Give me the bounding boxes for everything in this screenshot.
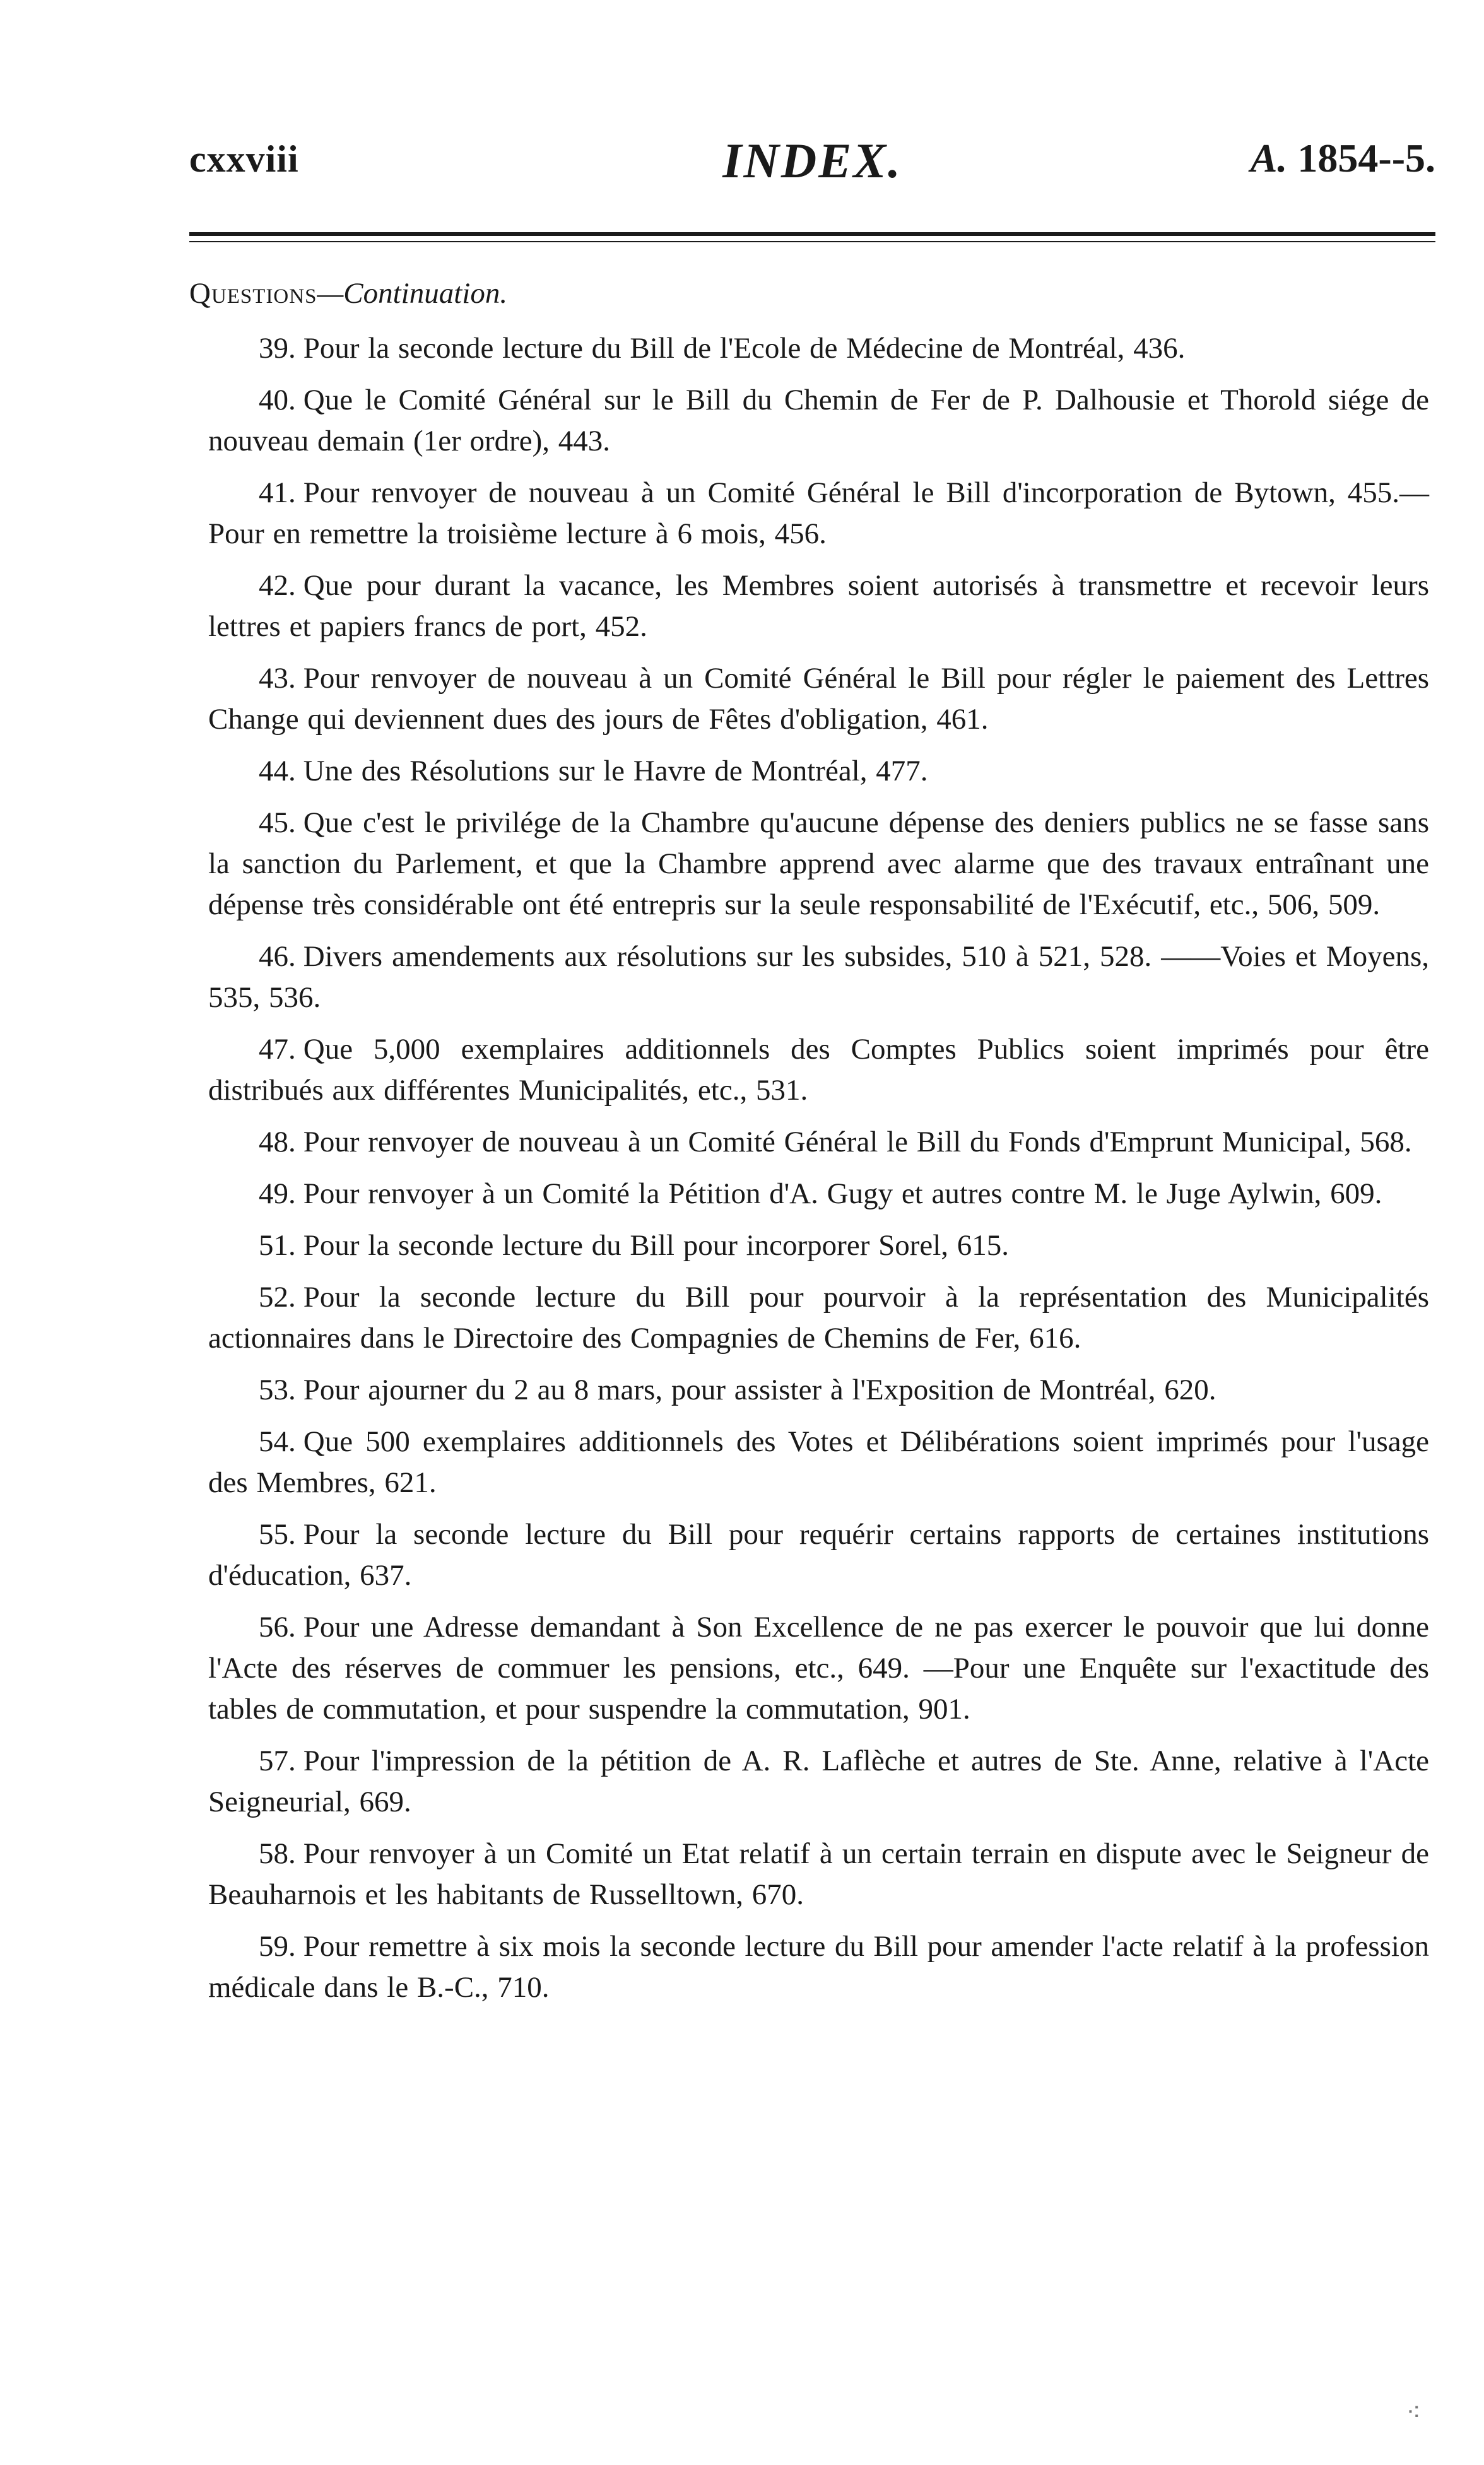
entry-text: Que le Comité Général sur le Bill du Chemin de Fer de P. Dalhousie et Thorold siége de nouveau demain (1er ordre), 443. <box>208 384 1429 457</box>
index-entry <box>208 1029 1429 1111</box>
entry-number: 40. <box>259 384 296 416</box>
entry-text: Pour remettre à six mois la seconde lecture du Bill pour amender l'acte relatif à la profession médicale dans le B.-C., 710. <box>208 1930 1429 2004</box>
index-entry <box>208 936 1429 1018</box>
entry-text: Pour renvoyer à un Comité un Etat relatif à un certain terrain en dispute avec le Seigneur de Beauharnois et les habitants de Russelltown, 670. <box>208 1837 1429 1911</box>
entry-number: 57. <box>259 1744 296 1777</box>
year-value: 1854--5. <box>1297 136 1435 180</box>
entry-number: 48. <box>259 1126 296 1158</box>
entry-text: Que c'est le privilége de la Chambre qu'aucune dépense des deniers publics ne se fasse sans la sanction du Parlement, et que la Chambre apprend avec alarme que des travaux entraînant une dépense très considérable ont été entrepris sur la seule responsabilité de l'Exécutif, etc., 506, 509. <box>208 806 1429 921</box>
header-rule-thin <box>189 241 1435 242</box>
page-title: INDEX. <box>722 133 902 188</box>
index-entry <box>208 1741 1429 1823</box>
entry-number: 54. <box>259 1425 296 1458</box>
index-entry <box>208 1277 1429 1359</box>
entry-number: 44. <box>259 755 296 787</box>
entry-number: 51. <box>259 1229 296 1262</box>
entry-text: Pour la seconde lecture du Bill pour pourvoir à la représentation des Municipalités actionnaires dans le Directoire des Compagnies de Chemins de Fer, 616. <box>208 1281 1429 1355</box>
entry-number: 58. <box>259 1837 296 1870</box>
entry-text: Pour renvoyer à un Comité la Pétition d'A. Gugy et autres contre M. le Juge Aylwin, 609. <box>303 1177 1382 1210</box>
entry-number: 39. <box>259 332 296 365</box>
entry-text: Pour renvoyer de nouveau à un Comité Général le Bill d'incorporation de Bytown, 455.—Pour en remettre la troisième lecture à 6 mois, 456. <box>208 476 1429 550</box>
index-entry <box>208 658 1429 740</box>
entry-number: 49. <box>259 1177 296 1210</box>
entry-text: Pour la seconde lecture du Bill pour requérir certains rapports de certaines institutions d'éducation, 637. <box>208 1518 1429 1592</box>
section-name: Questions <box>189 277 317 310</box>
entry-text: Une des Résolutions sur le Havre de Montréal, 477. <box>303 755 928 787</box>
entry-number: 59. <box>259 1930 296 1963</box>
entry-text: Pour la seconde lecture du Bill pour incorporer Sorel, 615. <box>303 1229 1010 1262</box>
scan-specks: ⁖ <box>1406 2398 1421 2427</box>
index-entry <box>208 1833 1429 1915</box>
index-entry <box>208 803 1429 926</box>
index-entry <box>208 565 1429 647</box>
index-entry <box>208 328 1429 369</box>
entry-text: Pour ajourner du 2 au 8 mars, pour assister à l'Exposition de Montréal, 620. <box>303 1374 1216 1406</box>
index-entry <box>208 1514 1429 1596</box>
entry-text: Pour une Adresse demandant à Son Excellence de ne pas exercer le pouvoir que lui donne l'Acte des réserves de commuer les pensions, etc., 649. —Pour une Enquête sur l'exactitude des tables de commutation, et pour suspendre la commutation, 901. <box>208 1611 1429 1726</box>
index-entry <box>208 1370 1429 1411</box>
entry-number: 46. <box>259 940 296 973</box>
page-number: cxxviii <box>189 138 299 180</box>
section-continuation: —Continuation. <box>317 277 508 310</box>
entry-text: Pour renvoyer de nouveau à un Comité Général le Bill du Fonds d'Emprunt Municipal, 568. <box>303 1126 1412 1158</box>
index-entry <box>208 1421 1429 1503</box>
index-entries <box>208 328 1429 2019</box>
entry-number: 42. <box>259 569 296 602</box>
entry-number: 56. <box>259 1611 296 1644</box>
entry-number: 43. <box>259 662 296 695</box>
entry-text: Que 5,000 exemplaires additionnels des Comptes Publics soient imprimés pour être distribués aux différentes Municipalités, etc., 531. <box>208 1033 1429 1107</box>
index-entry <box>208 1926 1429 2008</box>
index-entry <box>208 380 1429 462</box>
year-prefix: A. <box>1250 136 1288 180</box>
header-rule-thick <box>189 232 1435 236</box>
entry-number: 41. <box>259 476 296 509</box>
index-entry <box>208 1225 1429 1266</box>
entry-number: 45. <box>259 806 296 839</box>
index-entry <box>208 1607 1429 1730</box>
running-header <box>189 126 1435 196</box>
entry-text: Que 500 exemplaires additionnels des Votes et Délibérations soient imprimés pour l'usage des Membres, 621. <box>208 1425 1429 1499</box>
year-label <box>1251 135 1435 182</box>
index-entry <box>208 751 1429 792</box>
index-entry <box>208 1122 1429 1163</box>
entry-number: 52. <box>259 1281 296 1314</box>
index-entry <box>208 1174 1429 1215</box>
entry-number: 55. <box>259 1518 296 1551</box>
entry-number: 47. <box>259 1033 296 1066</box>
entry-text: Pour renvoyer de nouveau à un Comité Général le Bill pour régler le paiement des Lettres Change qui deviennent dues des jours de Fêtes d'obligation, 461. <box>208 662 1429 736</box>
entry-number: 53. <box>259 1374 296 1406</box>
entry-text: Que pour durant la vacance, les Membres soient autorisés à transmettre et recevoir leurs lettres et papiers francs de port, 452. <box>208 569 1429 643</box>
section-heading <box>189 276 507 310</box>
entry-text: Divers amendements aux résolutions sur les subsides, 510 à 521, 528. ——Voies et Moyens, 535, 536. <box>208 940 1429 1014</box>
entry-text: Pour la seconde lecture du Bill de l'Ecole de Médecine de Montréal, 436. <box>303 332 1186 365</box>
entry-text: Pour l'impression de la pétition de A. R. Laflèche et autres de Ste. Anne, relative à l'Acte Seigneurial, 669. <box>208 1744 1429 1818</box>
index-entry <box>208 473 1429 555</box>
